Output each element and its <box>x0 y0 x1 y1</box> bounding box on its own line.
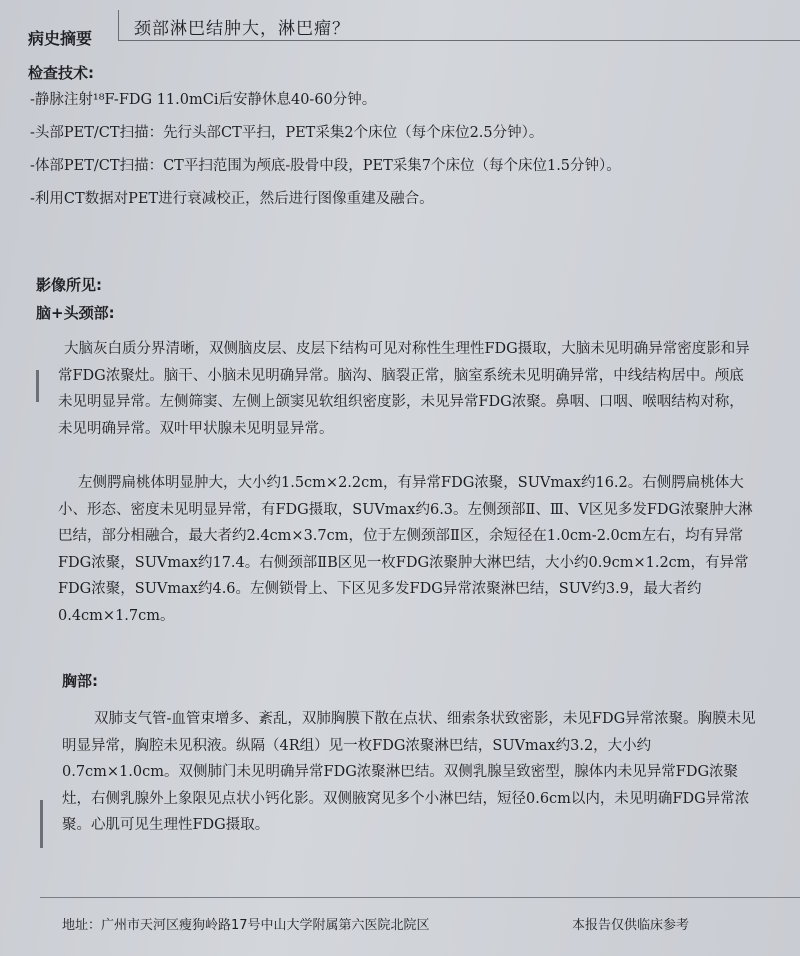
footer-address: 地址：广州市天河区瘦狗岭路17号中山大学附属第六医院北院区 <box>62 918 430 933</box>
brain-neck-heading: 脑+头颈部: <box>36 304 115 322</box>
chest-text: 双肺支气管-血管束增多、紊乱，双肺胸膜下散在点状、细索条状致密影，未见FDG异常浓聚。胸膜未见明显异常，胸腔未见积液。纵隔（4R组）见一枚FDG浓聚淋巴结，SUVmax约3.2，大小约0.7cm×1.0cm。双侧肺门未见明确异常FDG浓聚淋巴结。双侧乳腺呈致密型，腺体内未见异常FDG浓聚灶，右侧乳腺外上象限见点状小钙化影。双侧腋窝见多个小淋巴结，短径0.6cm以内，未见明确FDG异常浓聚。心肌可见生理性FDG摄取。 <box>62 711 756 833</box>
history-value: 颈部淋巴结肿大，淋巴瘤？ <box>134 19 350 39</box>
technique-heading: 检查技术: <box>28 64 94 82</box>
brain-neck-paragraph-2 <box>58 470 758 629</box>
chest-heading: 胸部: <box>62 672 98 690</box>
technique-line-4: -利用CT数据对PET进行衰减校正，然后进行图像重建及融合。 <box>30 191 434 207</box>
technique-line-3: -体部PET/CT扫描：CT平扫范围为颅底-股骨中段，PET采集7个床位（每个床位1.5分钟）。 <box>30 158 621 174</box>
brain-neck-text-1: 大脑灰白质分界清晰，双侧脑皮层、皮层下结构可见对称性生理性FDG摄取，大脑未见明确异常密度影和异常FDG浓聚灶。脑干、小脑未见明确异常。脑沟、脑裂正常，脑室系统未见明确异常，中线结构居中。颅底未见明显异常。左侧筛窦、左侧上颌窦见软组织密度影，未见异常FDG浓聚。鼻咽、口咽、喉咽结构对称，未见明确异常。双叶甲状腺未见明显异常。 <box>58 341 750 437</box>
technique-line-2: -头部PET/CT扫描：先行头部CT平扫，PET采集2个床位（每个床位2.5分钟）。 <box>30 125 544 141</box>
footer-note: 本报告仅供临床参考 <box>572 918 690 933</box>
binder-mark-upper <box>36 370 39 402</box>
technique-line-1: -静脉注射¹⁸F-FDG 11.0mCi后安静休息40-60分钟。 <box>30 92 377 108</box>
binder-mark-lower <box>40 800 43 848</box>
findings-heading: 影像所见: <box>36 276 102 294</box>
brain-neck-paragraph-1 <box>58 336 758 442</box>
history-label: 病史摘要 <box>28 29 93 48</box>
brain-neck-text-2: 左侧腭扁桃体明显肿大，大小约1.5cm×2.2cm，有异常FDG浓聚，SUVmax约16.2。右侧腭扁桃体大小、形态、密度未见明显异常，有FDG摄取，SUVmax约6.3。左侧颈部Ⅱ、Ⅲ、Ⅴ区见多发FDG浓聚肿大淋巴结，部分相融合，最大者约2.4cm×3.7cm，位于左侧颈部Ⅱ区，余短径在1.0cm-2.0cm左右，均有异常FDG浓聚，SUVmax约17.4。右侧颈部ⅡB区见一枚FDG浓聚肿大淋巴结，大小约0.9cm×1.2cm，有异常FDG浓聚，SUVmax约4.6。左侧锁骨上、下区见多发FDG异常浓聚淋巴结，SUV约3.9，最大者约0.4cm×1.7cm。 <box>58 475 753 624</box>
footer-rule <box>40 897 800 898</box>
chest-paragraph <box>62 706 766 839</box>
